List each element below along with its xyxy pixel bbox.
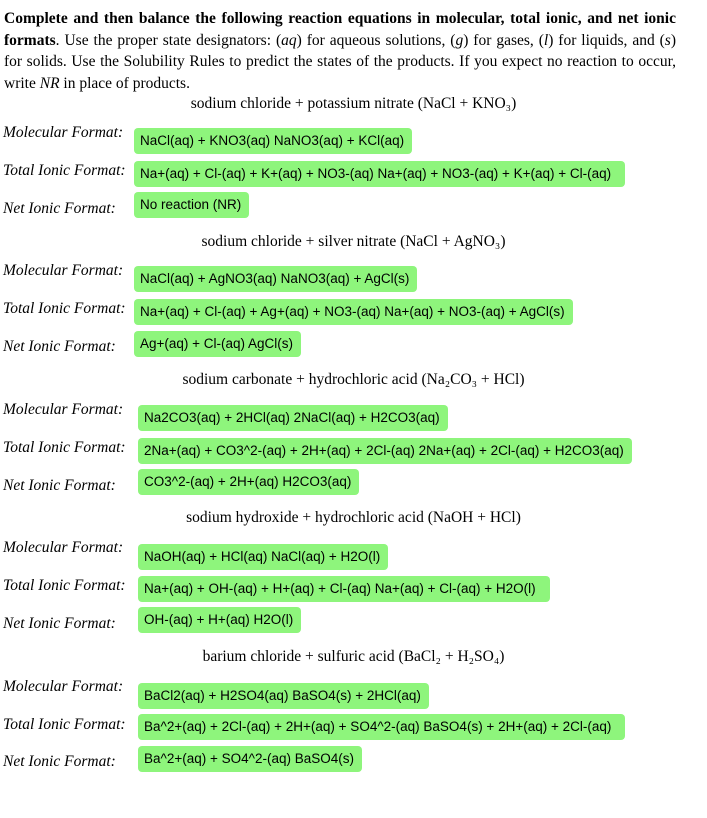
state-l: l <box>543 31 549 49</box>
molecular-answer: NaCl(aq) + KNO3(aq) NaNO3(aq) + KCl(aq) <box>134 128 412 154</box>
total-ionic-answer: Na+(aq) + Cl-(aq) + K+(aq) + NO3-(aq) Na+(aq) + NO3-(aq) + K+(aq) + Cl-(aq) <box>134 161 625 187</box>
molecular-label: Molecular Format: <box>3 124 124 141</box>
molecular-label: Molecular Format: <box>3 539 124 556</box>
net-ionic-answer: No reaction (NR) <box>134 192 249 218</box>
net-ionic-label: Net Ionic Format: <box>3 615 116 632</box>
molecular-answer: BaCl2(aq) + H2SO4(aq) BaSO4(s) + 2HCl(aq) <box>138 683 429 709</box>
net-ionic-answer: Ba^2+(aq) + SO4^2-(aq) BaSO4(s) <box>138 746 362 772</box>
net-ionic-label: Net Ionic Format: <box>3 200 116 217</box>
reaction-title: sodium carbonate + hydrochloric acid (Na₂CO₃ + HCl) <box>182 371 525 388</box>
total-ionic-label: Total Ionic Format: <box>3 716 126 733</box>
total-ionic-answer: Na+(aq) + Cl-(aq) + Ag+(aq) + NO3-(aq) Na+(aq) + NO3-(aq) + AgCl(s) <box>134 299 573 325</box>
molecular-label: Molecular Format: <box>3 401 124 418</box>
net-ionic-answer: CO3^2-(aq) + 2H+(aq) H2CO3(aq) <box>138 469 359 495</box>
total-ionic-label: Total Ionic Format: <box>3 300 126 317</box>
total-ionic-answer: 2Na+(aq) + CO3^2-(aq) + 2H+(aq) + 2Cl-(aq) 2Na+(aq) + 2Cl-(aq) + H2CO3(aq) <box>138 438 632 464</box>
net-ionic-answer: OH-(aq) + H+(aq) H2O(l) <box>138 607 301 633</box>
nr-abbrev: NR <box>39 74 60 92</box>
instructions-text: ) for gases, ( <box>463 31 544 49</box>
net-ionic-answer: Ag+(aq) + Cl-(aq) AgCl(s) <box>134 331 301 357</box>
net-ionic-label: Net Ionic Format: <box>3 753 116 770</box>
molecular-answer: Na2CO3(aq) + 2HCl(aq) 2NaCl(aq) + H2CO3(aq) <box>138 405 448 431</box>
instructions-text: . Use the proper state designators: ( <box>55 31 282 49</box>
net-ionic-label: Net Ionic Format: <box>3 338 116 355</box>
total-ionic-answer: Na+(aq) + OH-(aq) + H+(aq) + Cl-(aq) Na+(aq) + Cl-(aq) + H2O(l) <box>138 576 550 602</box>
instructions-text: ) for liquids, and ( <box>548 31 665 49</box>
state-aq: aq <box>281 31 297 49</box>
total-ionic-answer: Ba^2+(aq) + 2Cl-(aq) + 2H+(aq) + SO4^2-(aq) BaSO4(s) + 2H+(aq) + 2Cl-(aq) <box>138 714 625 740</box>
instructions-paragraph <box>4 8 676 94</box>
net-ionic-label: Net Ionic Format: <box>3 477 116 494</box>
reaction-title: sodium hydroxide + hydrochloric acid (NaOH + HCl) <box>186 509 521 526</box>
total-ionic-label: Total Ionic Format: <box>3 577 126 594</box>
molecular-label: Molecular Format: <box>3 678 124 695</box>
total-ionic-label: Total Ionic Format: <box>3 439 126 456</box>
reaction-title: barium chloride + sulfuric acid (BaCl₂ + H₂SO₄) <box>202 648 505 665</box>
total-ionic-label: Total Ionic Format: <box>3 162 126 179</box>
state-s: s <box>664 31 671 49</box>
instructions-text: ) for aqueous solutions, ( <box>296 31 456 49</box>
instructions-text: ) for solids. Use the Solubility Rules to predict the states of the products. If you expect no reaction to occur, write <box>4 31 677 92</box>
reaction-title: sodium chloride + potassium nitrate (NaCl + KNO₃) <box>190 95 517 112</box>
molecular-answer: NaOH(aq) + HCl(aq) NaCl(aq) + H2O(l) <box>138 544 388 570</box>
molecular-answer: NaCl(aq) + AgNO3(aq) NaNO3(aq) + AgCl(s) <box>134 266 417 292</box>
state-g: g <box>455 31 464 49</box>
instructions-text: in place of products. <box>59 74 190 92</box>
molecular-label: Molecular Format: <box>3 262 124 279</box>
instructions-bold-lead: Complete and then balance the following reaction equations in molecular, total ionic, and net ionic formats <box>4 10 676 49</box>
reaction-title: sodium chloride + silver nitrate (NaCl + AgNO₃) <box>201 233 506 250</box>
